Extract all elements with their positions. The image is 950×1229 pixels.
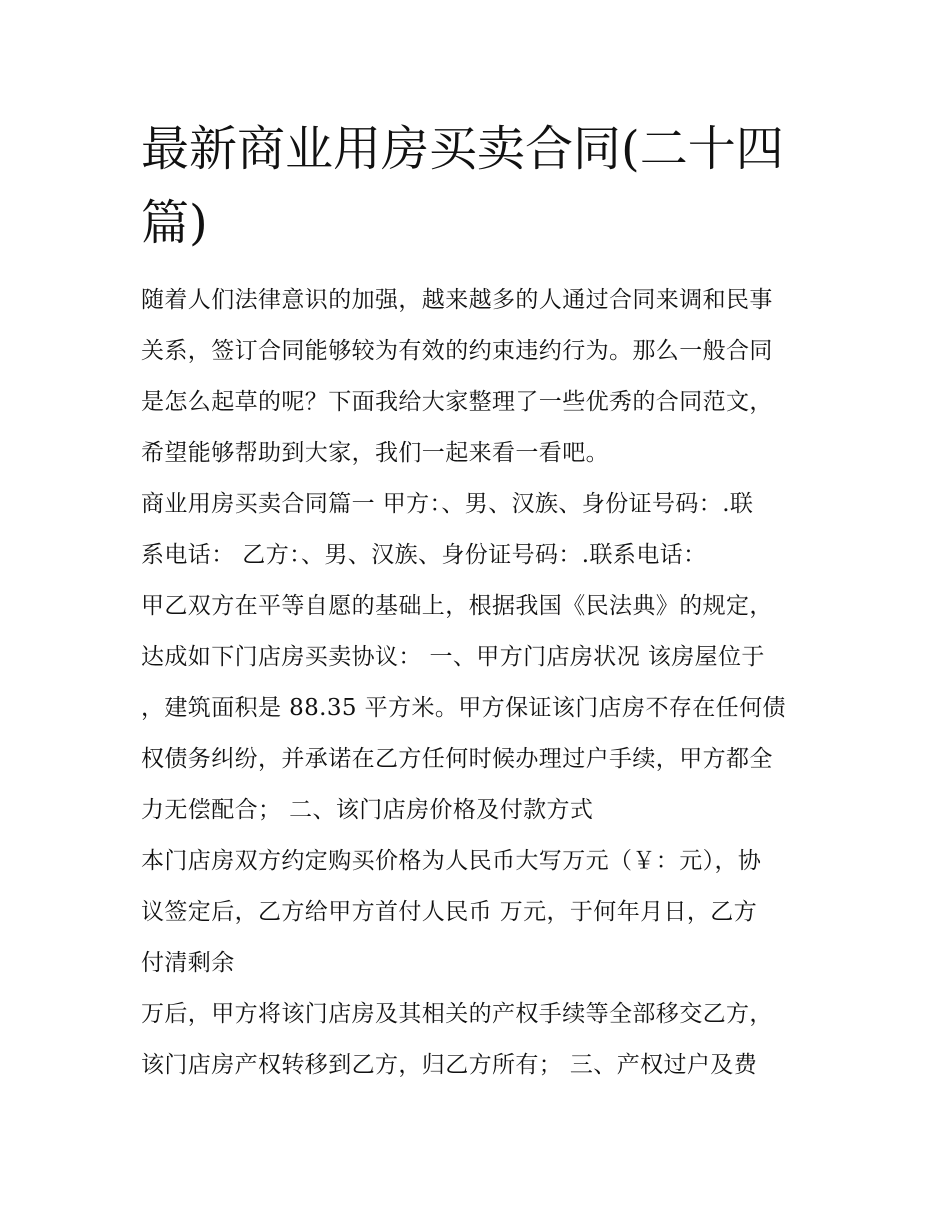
body-line-6: 系电话： 乙方：、男、汉族、身份证号码：.联系电话： <box>141 542 707 568</box>
title-line-1: 最新商业用房买卖合同(二十四 <box>141 121 784 177</box>
body-line-2: 关系，签订合同能够较为有效的约束违约行为。那么一般合同 <box>141 338 773 364</box>
body-line-5: 商业用房买卖合同篇一 甲方：、男、汉族、身份证号码：.联 <box>141 491 754 517</box>
body-line-12: 本门店房双方约定购买价格为人民币大写万元（￥：元），协 <box>141 848 762 874</box>
body-line-16: 该门店房产权转移到乙方，归乙方所有； 三、产权过户及费 <box>141 1052 758 1078</box>
body-line-4: 希望能够帮助到大家，我们一起来看一看吧。 <box>141 440 609 466</box>
body-line-7: 甲乙双方在平等自愿的基础上，根据我国《民法典》的规定， <box>141 593 773 619</box>
body-line-3: 是怎么起草的呢？下面我给大家整理了一些优秀的合同范文， <box>141 389 773 415</box>
body-line-10: 权债务纠纷，并承诺在乙方任何时候办理过户手续，甲方都全 <box>141 746 773 772</box>
body-line-15: 万后，甲方将该门店房及其相关的产权手续等全部移交乙方， <box>141 1001 773 1027</box>
title-line-2: 篇) <box>141 195 208 251</box>
document-title <box>141 112 821 260</box>
body-line-1: 随着人们法律意识的加强，越来越多的人通过合同来调和民事 <box>141 287 773 313</box>
body-line-11: 力无偿配合； 二、该门店房价格及付款方式 <box>141 797 594 823</box>
body-line-14: 付清剩余 <box>141 950 235 976</box>
body-line-8: 达成如下门店房买卖协议： 一、甲方门店房状况 该房屋位于 <box>141 644 765 670</box>
body-line-13: 议签定后，乙方给甲方首付人民币 万元，于何年月日，乙方 <box>141 899 758 925</box>
body-line-9: ，建筑面积是 88.35 平方米。甲方保证该门店房不存在任何债 <box>141 695 786 721</box>
